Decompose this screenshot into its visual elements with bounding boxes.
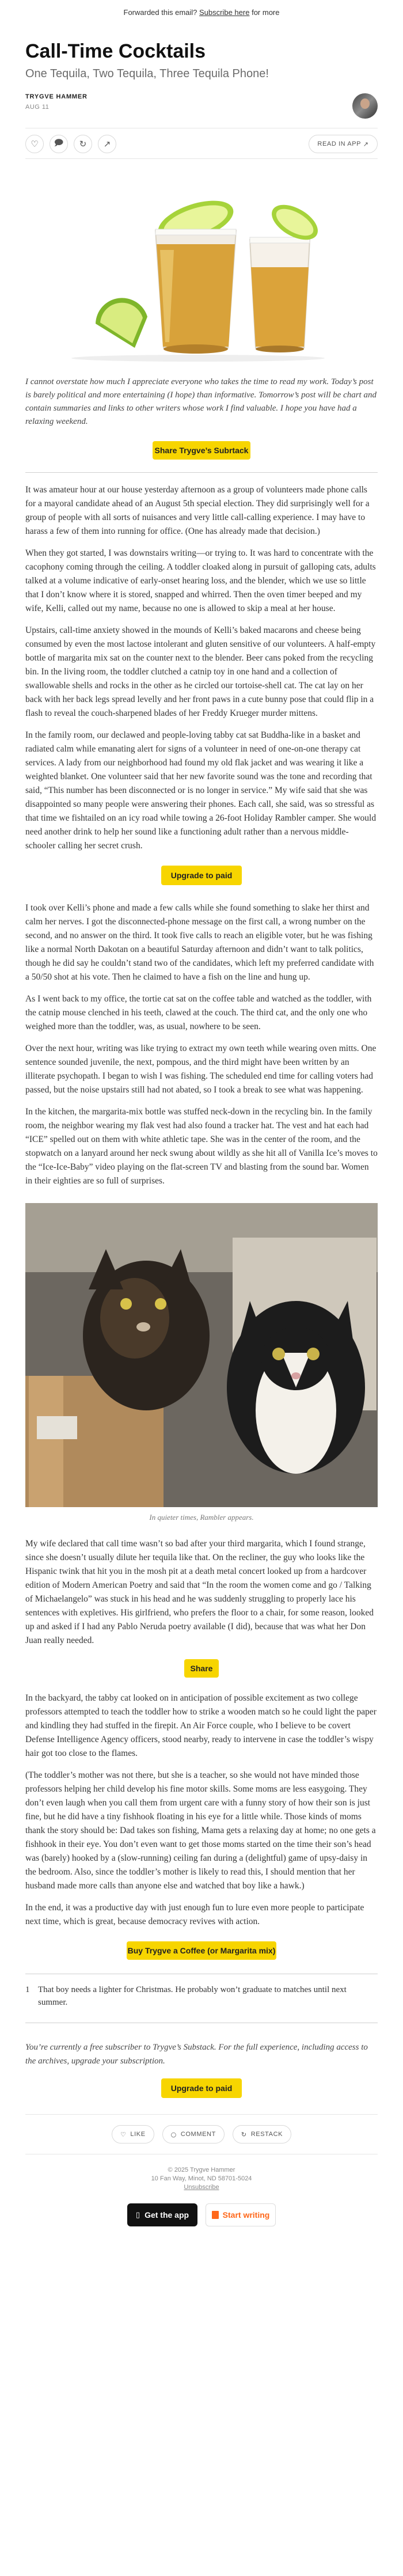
heart-icon: ♡: [120, 2130, 127, 2138]
action-bar: [25, 128, 378, 159]
cats-photo[interactable]: [25, 1203, 378, 1507]
post-subtitle: One Tequila, Two Tequila, Three Tequila Phone!: [25, 67, 269, 80]
restack-label: RESTACK: [250, 2131, 283, 2138]
upgrade-button[interactable]: Upgrade to paid: [161, 866, 242, 885]
get-app-label: Get the app: [145, 2210, 189, 2220]
subscription-note: You’re currently a free subscriber to Trygve’s Substack. For the full experience, including access to the archives, upgrade your subscription.: [25, 2043, 368, 2066]
upgrade-wrapper: [25, 866, 378, 885]
divider: [25, 472, 378, 473]
hero-image[interactable]: [25, 175, 378, 365]
intro-note: I cannot overstate how much I appreciate everyone who takes the time to read my work. Today’s post is barely political and more entertaining (I hope) than informative. Tomorrow’s post will be chart and contain summaries and links to other writers whose work I find valuable. I hope you have had a relaxing weekend.: [25, 377, 377, 426]
post-date: AUG 11: [25, 104, 50, 111]
footer-address: [25, 2166, 378, 2192]
paragraph: In the backyard, the tabby cat looked on in anticipation of possible excitement as two college professors attempted to teach the toddler how to strike a wooden match so he could light the paper and kindling they had stuffed in the firepit. An Air Force couple, who I believe to be covert Defense Intelligence Agency officers, stood nearby, ready to intervene in case the toddler’s wispy hair got too close to the flames.: [25, 1693, 377, 1758]
paragraph: In the end, it was a productive day with just enough fun to lure even more people to participate next time, which is great, because democracy revives with action.: [25, 1903, 364, 1926]
post-container: [25, 40, 378, 2226]
paragraph: It was amateur hour at our house yesterday afternoon as a group of volunteers made phone calls for a mayoral candidate ahead of an August 5th special election. They did surprisingly well for a group of people with all sorts of nuisances and very little call-calling experience. I may have to harass a few of them into running for office. (One has already made that decision.): [25, 485, 370, 536]
share-substack-button[interactable]: Share Trygve’s Subrtack: [153, 441, 250, 460]
footnote-text: That boy needs a lighter for Christmas. He probably won’t graduate to matches until next summer.: [38, 1985, 347, 2007]
author-block: [25, 93, 378, 119]
start-writing-label: Start writing: [222, 2210, 270, 2220]
copyright: © 2025 Trygve Hammer: [168, 2167, 235, 2173]
share-wrapper: [25, 1659, 378, 1678]
footnote-number[interactable]: 1: [25, 1985, 30, 1994]
paragraph: Upstairs, call-time anxiety showed in the mounds of Kelli’s baked macarons and cheese being consumed by even the most lactose intolerant and gluten sensitive of our volunteers. A half-empty bottle of margarita mix sat on the counter next to the blender. Beer cans poked from the recycling bin. In the living room, the toddler clutched a catnip toy in one hand and a collection of swallowable shells and rocks in the other as he circled our tortoise-shell cat. The cat lay on her back with her back legs spread levelly and her front paws in a cute bunny pose that could flip in a flash to reveal the couch-sharpened blades of her Freddy Krueger murder mittens.: [25, 625, 376, 718]
paragraph: My wife declared that call time wasn’t so bad after your third margarita, which I found strange, since she doesn’t usually dilute her tequila like that. On the recliner, the guy who looks like the Hispanic twink that hit you in the mosh pit at a death metal concert looked up from a hardcover edition of Modern American Poetry and said that “In the room the women come and go / Talking of Michaelangelo” was stuck in his head and he was suddenly struggling to properly lace his sentences with expletives. His girlfriend, who prefers the floor to a chair, for some reason, looked up and asked if I had any Pablo Neruda poetry available (I did), because that was what her Don Juan really needed.: [25, 1539, 374, 1645]
paragraph: In the kitchen, the margarita-mix bottle was stuffed neck-down in the recycling bin. In the family room, the neighbor wearing my flak vest had also found a tracker hat. The vest and hat each had “ICE” spelled out on them with white athletic tape. She was in the center of the room, and the stopwatch on a lanyard around her neck swung about wildly as she hit all of Vanilla Ice’s moves to the “Ice-Ice-Baby” video playing on the flat-screen TV and blasting from the sound bar. Women in their eighties are so full of surprises.: [25, 1107, 378, 1186]
post-title[interactable]: Call-Time Cocktails: [25, 40, 206, 62]
paragraph: When they got started, I was downstairs writing—or trying to. It was hard to concentrate with the cacophony coming through the ceiling. A toddler cloaked along in pursuit of galloping cats, adults talked at a volume indicative of early-onset hearing loss, and the blender, which we use so little that I don’t know where it is stored, snapped and whirred. Then the oven timer beeped and my wife, Kelli, called out my name, because no one is allowed to skip a meal at her house.: [25, 548, 376, 613]
tequila-shots-illustration: [25, 175, 378, 365]
author-name[interactable]: TRYGVE HAMMER: [25, 93, 88, 100]
share-button[interactable]: Share: [184, 1659, 219, 1678]
restack-button[interactable]: [233, 2125, 291, 2143]
substack-logo-icon: [212, 2211, 219, 2219]
mailing-address: 10 Fan Way, Minot, ND 58701-5024: [151, 2175, 252, 2182]
restack-icon: ↻: [241, 2130, 247, 2138]
unsubscribe-link[interactable]: Unsubscribe: [184, 2184, 219, 2191]
phone-icon: ▯: [135, 2210, 140, 2220]
subscribe-link[interactable]: Subscribe here: [199, 8, 250, 17]
buy-coffee-button[interactable]: Buy Trygve a Coffee (or Margarita mix): [127, 1941, 276, 1960]
get-app-button[interactable]: [127, 2203, 197, 2226]
body-section-a: [25, 483, 378, 853]
avatar[interactable]: [352, 93, 378, 119]
read-in-app-label: READ IN APP: [317, 141, 362, 147]
comment-icon: ○: [170, 2130, 177, 2138]
upgrade-wrapper-footer: [25, 2078, 378, 2098]
footnote: [25, 1983, 378, 2009]
read-in-app-button[interactable]: [309, 135, 378, 153]
comment-label: COMMENT: [180, 2131, 216, 2138]
social-bar: [25, 2114, 378, 2154]
forward-text: Forwarded this email?: [123, 8, 197, 17]
paragraph: (The toddler’s mother was not there, but she is a teacher, so she would not have minded those professors helping her child develop his fine motor skills. Some moms are less easygoing. They don’t even laugh when you call them from urgent care with a funny story of how their son is just fine, but he did have a tiny fishhook floating in his eye for a little while. Those kinds of moms thank the story should be: Dad takes son fishing, Mama gets a relaxing day at home; no one gets a fishhook in their eye. You don’t even want to get those moms started on the time their son’s head was (barely) hooked by a (slow-running) ceiling fan during a (delightful) game of upsy-daisy in the bedroom. Also, since the toddler’s mother is likely to read this, I should mention that her husband made more calls than anyone else and watched that boy like a hawk.): [25, 1770, 376, 1891]
like-label: LIKE: [130, 2131, 146, 2138]
paragraph: As I went back to my office, the tortie cat sat on the coffee table and watched as the toddler, with the catnip mouse clenched in his teeth, clawed at the couch. The third cat, and the only one who weighed more than the toddler, was, as usual, nowhere to be seen.: [25, 994, 372, 1031]
app-buttons: [25, 2203, 378, 2226]
heart-icon[interactable]: ♡: [25, 135, 44, 153]
cats-photo-art: [25, 1203, 378, 1507]
forward-banner: [0, 0, 403, 25]
forward-suffix: for more: [252, 8, 280, 17]
paragraph: In the family room, our declawed and people-loving tabby cat sat Buddha-like in a basket and radiated calm while emanating alert for signs of a volunteer in need of one-on-one therapy cat services. A lady from our neighborhood had found my old flak jacket and was wearing it like a weighted blanket. One volunteer said that her new favorite sound was the tone and recording that said, “This number has been disconnected or is no longer in service.” My wife said that she was disappointed so many people were answering their phones. Each call, she said, was so stressful as that time we fishtailed on an icy road while towing a 26-foot Holiday Rambler camper. She would need another drink to help her sound like a functioning adult rather than a nervous middle-schooler calling her secret crush.: [25, 730, 377, 851]
paragraph: I took over Kelli’s phone and made a few calls while she found something to slake her thirst and calm her nerves. I got the disconnected-phone message on the first call, a wrong number on the second, and no answer on the third. It took five calls to reach an eligible voter, but he was fishing like a normal North Dakotan on a beautiful Saturday afternoon and didn’t want to talk politics, though he did say he couldn’t stand two of the candidates, which left my preferred candidate with a 50/50 shot at his vote. Then he claimed to have a fish on the line and hung up.: [25, 903, 374, 982]
share-substack-wrapper: [25, 441, 378, 460]
body-section-b: [25, 901, 378, 1188]
like-button[interactable]: [112, 2125, 154, 2143]
start-writing-button[interactable]: [206, 2203, 276, 2226]
external-link-icon: ↗: [363, 141, 369, 148]
comment-icon[interactable]: 🗩: [50, 135, 68, 153]
body-section-c: [25, 1537, 378, 1648]
paragraph: Over the next hour, writing was like trying to extract my own teeth while wearing oven mitts. One sentence sounded juvenile, the next, pompous, and the third might have been written by an illiterate psychopath. I began to wish I was fishing. The scheduled end time for calling voters had passed, but the noise upstairs still had not abated, so I took a break to see what was happening.: [25, 1044, 377, 1095]
coffee-wrapper: [25, 1941, 378, 1960]
body-section-d: [25, 1691, 378, 1929]
comment-button[interactable]: [162, 2125, 225, 2143]
photo-caption: In quieter times, Rambler appears.: [149, 1513, 254, 1522]
restack-icon[interactable]: ↻: [74, 135, 92, 153]
share-icon[interactable]: ↗: [98, 135, 116, 153]
upgrade-button-footer[interactable]: Upgrade to paid: [161, 2078, 242, 2098]
